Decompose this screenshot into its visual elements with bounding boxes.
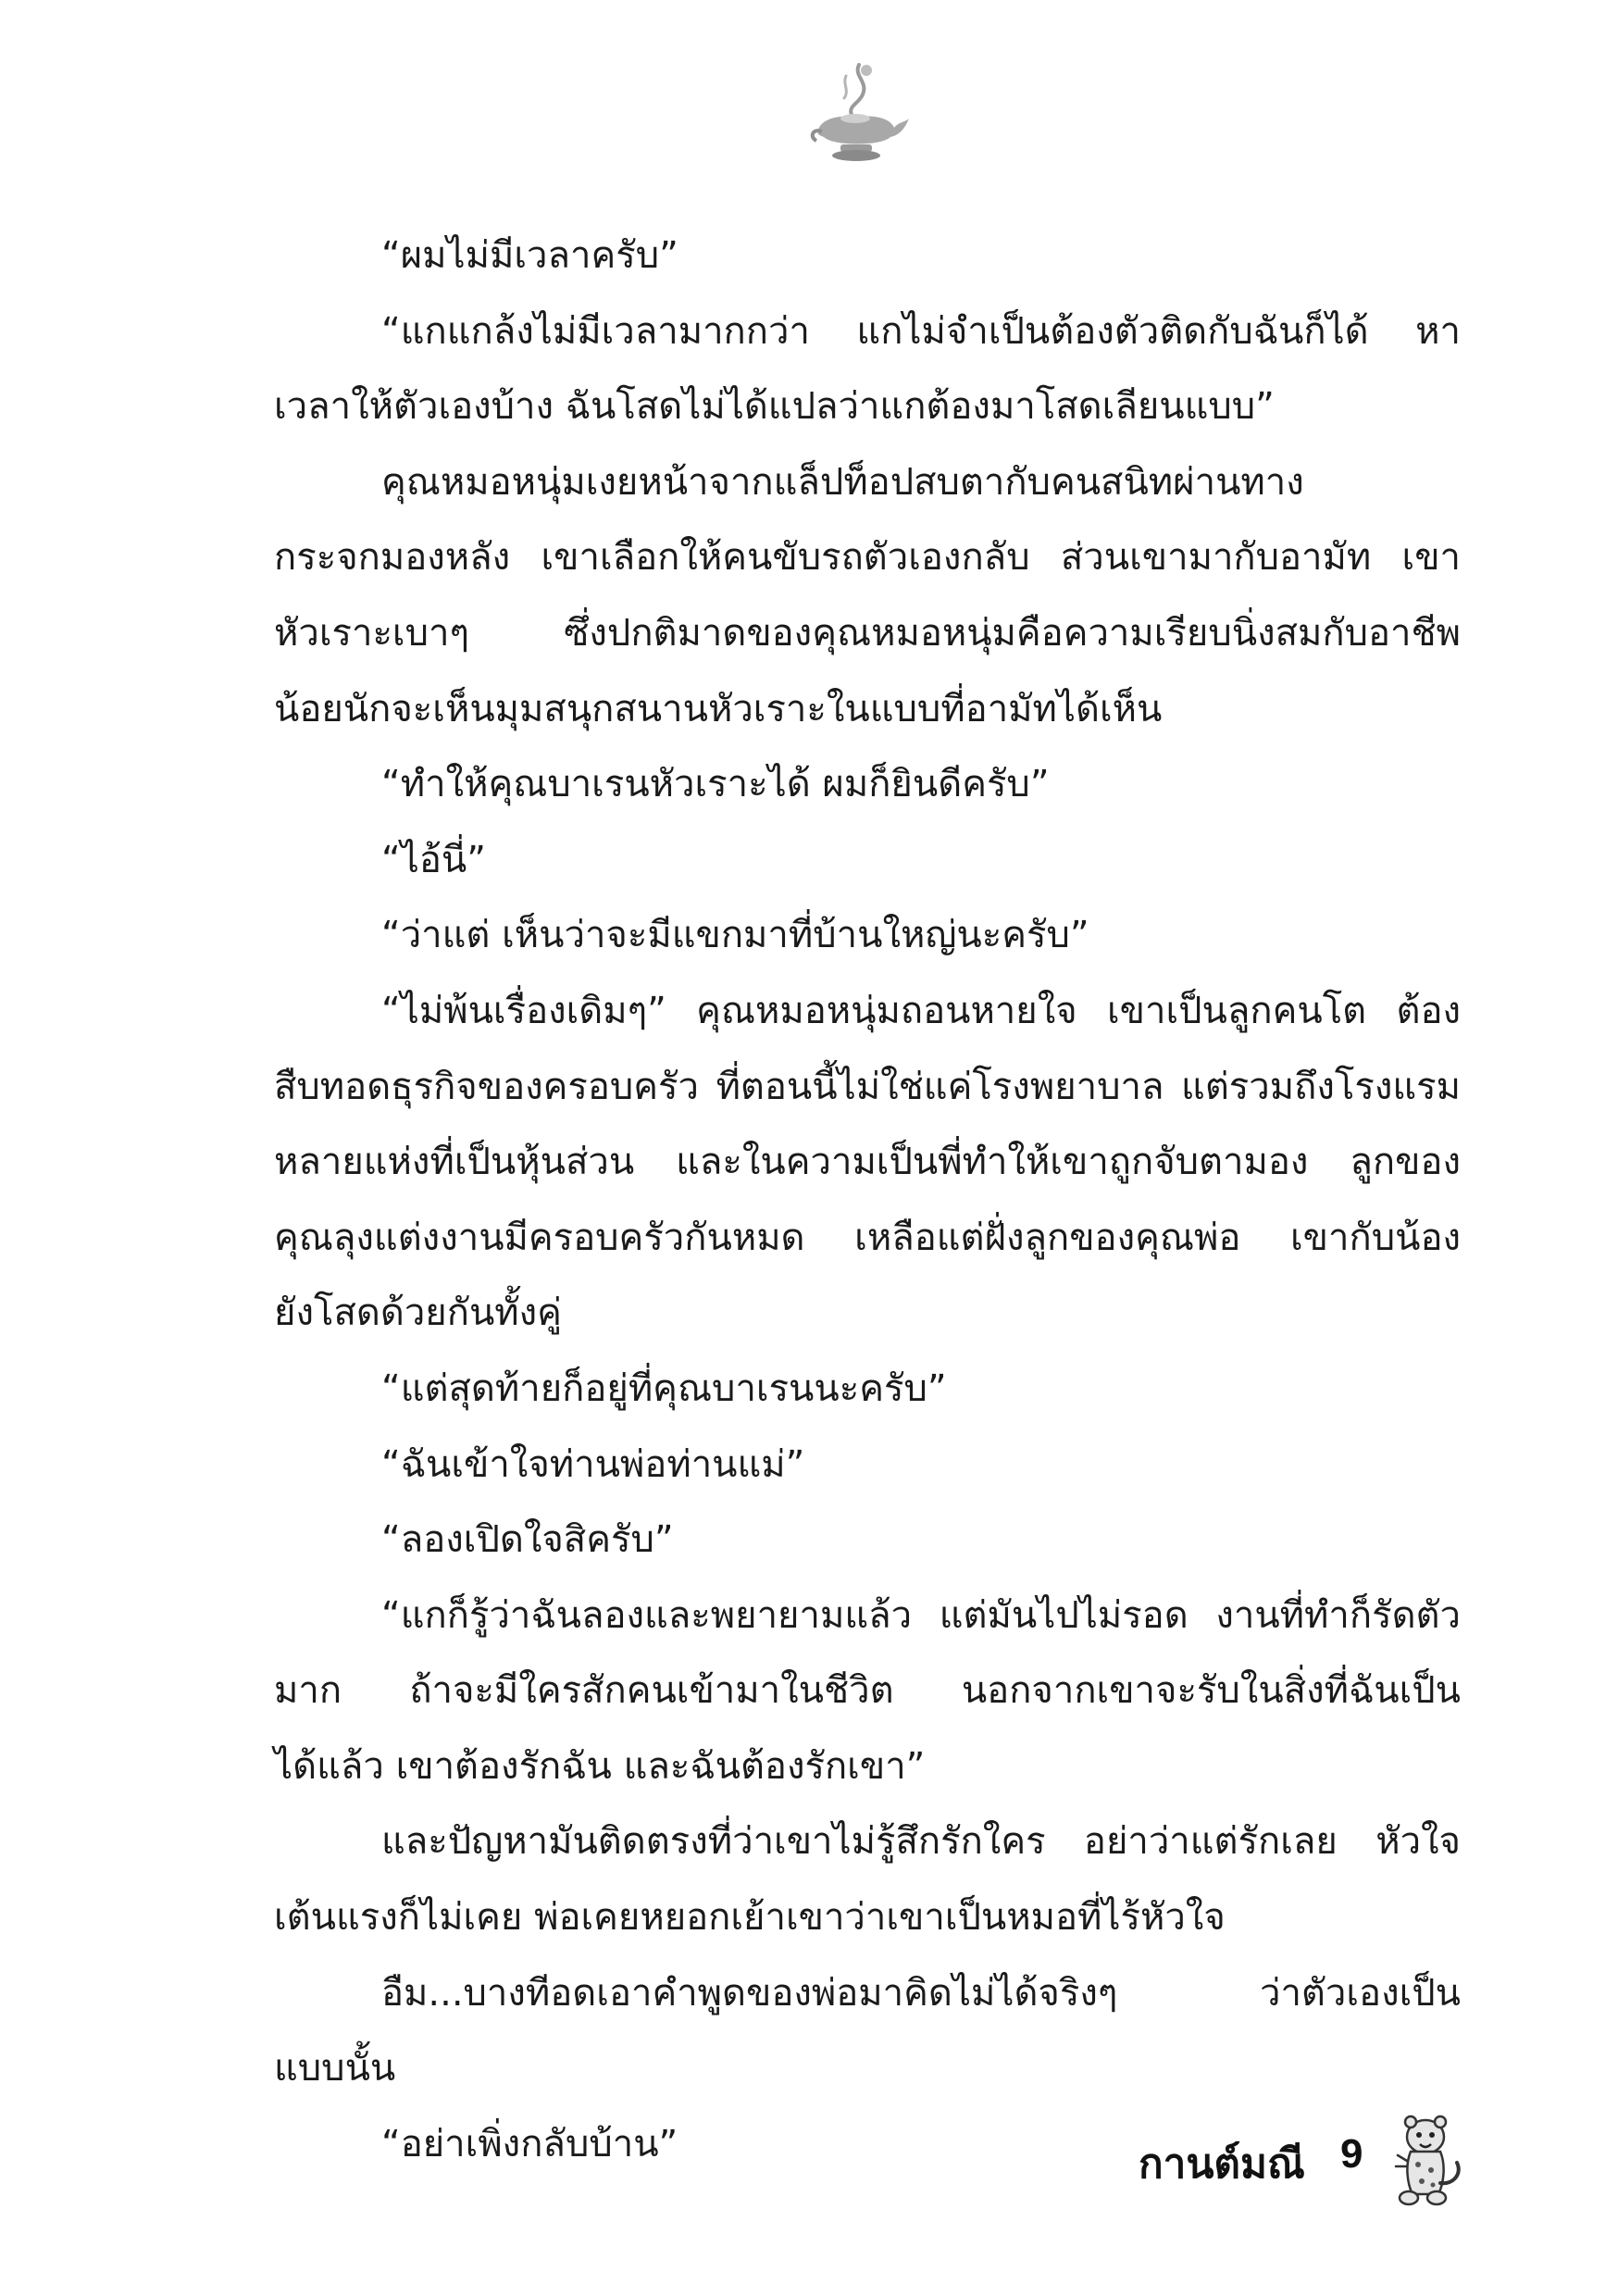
- paragraph-line: ได้แล้ว เขาต้องรักฉัน และฉันต้องรักเขา”: [274, 1744, 926, 1788]
- paragraph-line: สืบทอดธุรกิจของครอบครัว ที่ตอนนี้ไม่ใช่แค่โรงพยาบาล แต่รวมถึงโรงแรม: [274, 1065, 1461, 1108]
- paragraph-line: เต้นแรงก็ไม่เคย พ่อเคยหยอกเย้าเขาว่าเขาเป็นหมอที่ไร้หัวใจ: [274, 1896, 1226, 1940]
- page-footer: [1139, 2109, 1472, 2220]
- book-title: กานต์มณี: [1139, 2140, 1305, 2188]
- paragraph-line: มาก ถ้าจะมีใครสักคนเข้ามาในชีวิต นอกจากเขาจะรับในสิ่งที่ฉันเป็น: [274, 1669, 1461, 1713]
- paragraph-line: ยังโสดด้วยกันทั้งคู่: [274, 1292, 562, 1335]
- paragraph-line: กระจกมองหลัง เขาเลือกให้คนขับรถตัวเองกลับ ส่วนเขามากับอามัท เขา: [274, 536, 1461, 580]
- paragraph-line: เวลาให้ตัวเองบ้าง ฉันโสดไม่ได้แปลว่าแกต้องมาโสดเลียนแบบ”: [274, 385, 1275, 429]
- paragraph-first-line: “แกแกล้งไม่มีเวลามากกว่า แกไม่จำเป็นต้องตัวติดกับฉันก็ได้ หา: [381, 309, 1461, 353]
- page-number: 9: [1340, 2131, 1363, 2177]
- paragraph-first-line: คุณหมอหนุ่มเงยหน้าจากแล็ปท็อปสบตากับคนสนิทผ่านทาง: [381, 460, 1304, 504]
- paragraph-first-line: “ไม่พ้นเรื่องเดิมๆ” คุณหมอหนุ่มถอนหายใจ เขาเป็นลูกคนโต ต้อง: [381, 989, 1461, 1032]
- paragraph-line: หลายแห่งที่เป็นหุ้นส่วน และในความเป็นพี่ทำให้เขาถูกจับตามอง ลูกของ: [274, 1141, 1461, 1184]
- paragraph-first-line: “ฉันเข้าใจท่านพ่อท่านแม่”: [381, 1442, 805, 1486]
- paragraph-first-line: “ว่าแต่ เห็นว่าจะมีแขกมาที่บ้านใหญ่นะครับ”: [381, 914, 1089, 957]
- paragraph-first-line: “แต่สุดท้ายก็อยู่ที่คุณบาเรนนะครับ”: [381, 1366, 947, 1410]
- paragraph-first-line: และปัญหามันติดตรงที่ว่าเขาไม่รู้สึกรักใคร อย่าว่าแต่รักเลย หัวใจ: [381, 1820, 1461, 1864]
- story-text: [274, 218, 1461, 2182]
- genie-lamp-icon: [802, 57, 913, 167]
- paragraph-first-line: “ทำให้คุณบาเรนหัวเราะได้ ผมก็ยินดีครับ”: [381, 763, 1050, 806]
- paragraph-first-line: “ลองเปิดใจสิครับ”: [381, 1518, 674, 1562]
- paragraph-line: หัวเราะเบาๆ ซึ่งปกติมาดของคุณหมอหนุ่มคือความเรียบนิ่งสมกับอาชีพ: [274, 611, 1461, 655]
- paragraph-first-line: อืม...บางทีอดเอาคำพูดของพ่อมาคิดไม่ได้จริงๆ ว่าตัวเองเป็น: [381, 1971, 1461, 2015]
- paragraph-first-line: “ไอ้นี่”: [381, 838, 486, 881]
- paragraph-line: น้อยนักจะเห็นมุมสนุกสนานหัวเราะในแบบที่อามัทได้เห็น: [274, 687, 1163, 730]
- cheetah-mascot-icon: [1379, 2109, 1468, 2211]
- paragraph-line: คุณลุงแต่งงานมีครอบครัวกันหมด เหลือแต่ฝั่งลูกของคุณพ่อ เขากับน้อง: [274, 1216, 1461, 1259]
- paragraph-first-line: “แกก็รู้ว่าฉันลองและพยายามแล้ว แต่มันไปไม่รอด งานที่ทำก็รัดตัว: [381, 1593, 1461, 1637]
- paragraph-first-line: “ผมไม่มีเวลาครับ”: [381, 234, 678, 277]
- paragraph-line: แบบนั้น: [274, 2047, 396, 2090]
- paragraph-first-line: “อย่าเพิ่งกลับบ้าน”: [381, 2122, 678, 2165]
